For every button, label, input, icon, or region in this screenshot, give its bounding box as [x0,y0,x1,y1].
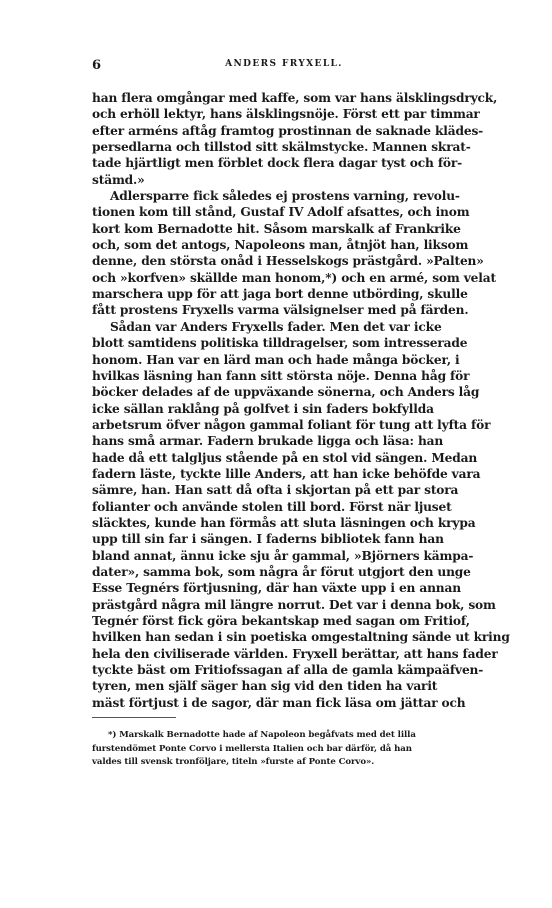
body-text [92,90,512,711]
text-line: hvilken han sedan i sin poetiska omgestaltning sände ut kring [92,630,510,645]
page-number: 6 [92,58,102,73]
text-line: arbetsrum öfver någon gammal foliant för tung att lyfta för [92,417,491,432]
text-line: tade hjärtligt men förblet dock flera dagar tyst och för- [92,156,463,171]
footnote-line: valdes till svensk tronföljare, titeln »furste af Ponte Corvo». [92,757,375,767]
text-line: fadern läste, tyckte lille Anders, att han icke behöfde vara [92,466,481,481]
text-line: dater», samma bok, som några år förut utgjort den unge [92,564,471,579]
text-line: hela den civiliserade världen. Fryxell berättar, att hans fader [92,646,498,661]
text-line: upp till sin far i sängen. I faderns bibliotek fann han [92,532,444,547]
text-line: fått prostens Fryxells varma välsignelser med på färden. [92,303,469,318]
text-line: bland annat, ännu icke sju år gammal, »Björners kämpa- [92,548,474,563]
text-line: släcktes, kunde han förmås att sluta läsningen och krypa [92,515,476,530]
footnote-line: furstendömet Ponte Corvo i mellersta Italien och bar därför, då han [92,743,412,754]
text-line: böcker delades af de uppväxande sönerna, och Anders låg [92,385,480,400]
text-line: tyren, men själf säger han sig vid den tiden ha varit [92,679,438,694]
text-line: blott samtidens politiska tilldragelser, som intresserade [92,336,468,351]
running-head [92,58,476,76]
text-line: han flera omgångar med kaffe, som var hans älsklingsdryck, [92,91,498,105]
text-line: stämd.» [92,172,145,187]
text-line: icke sällan raklång på golfvet i sin faders bokfyllda [92,401,434,416]
text-line: och »korfven» skällde man honom,*) och en armé, som velat [92,270,496,285]
text-line: och erhöll lektyr, hans älsklingsnöje. Först ett par timmar [92,107,480,122]
footnote [92,729,512,770]
running-head-title: ANDERS FRYXELL. [225,59,343,69]
paragraph-start-line: Sådan var Anders Fryxells fader. Men det var icke [110,319,442,334]
text-line: mäst förtjust i de sagor, där man fick läsa om jättar och [92,695,466,710]
text-line: persedlarna och tillstod sitt skälmstycke. Mannen skrat- [92,140,471,155]
text-line: Tegnér först fick göra bekantskap med sagan om Fritiof, [92,614,470,628]
footnote-divider [92,717,176,718]
text-line: efter arméns aftåg framtog prostinnan de saknade klädes- [92,123,484,138]
text-line: tionen kom till stånd, Gustaf IV Adolf afsattes, och inom [92,205,470,220]
text-line: hans små armar. Fadern brukade ligga och läsa: han [92,434,444,449]
text-line: honom. Han var en lärd man och hade många böcker, i [92,352,460,367]
text-line: marschera upp för att jaga bort denne utbörding, skulle [92,287,468,302]
text-line: och, som det antogs, Napoleons man, åtnjöt han, liksom [92,238,469,253]
paragraph-start-line: Adlersparre fick således ej prostens varning, revolu- [110,189,460,204]
text-line: prästgård några mil längre norrut. Det var i denna bok, som [92,597,496,612]
text-line: denne, den största onåd i Hesselskogs prästgård. »Palten» [92,254,484,269]
footnote-line: *) Marskalk Bernadotte hade af Napoleon begåfvats med det lilla [108,730,416,740]
text-line: kort kom Bernadotte hit. Såsom marskalk af Frankrike [92,221,461,236]
text-line: tyckte bäst om Fritiofssagan af alla de gamla kämpaäfven- [92,663,484,678]
text-line: hade då ett talgljus stående på en stol vid sängen. Medan [92,450,478,465]
text-line: Esse Tegnérs förtjusning, där han växte upp i en annan [92,581,461,596]
text-line: folianter och använde stolen till bord. Först när ljuset [92,499,452,514]
text-line: sämre, han. Han satt då ofta i skjortan på ett par stora [92,483,459,498]
text-line: hvilkas läsning han fann sitt största nöje. Denna håg för [92,368,470,383]
